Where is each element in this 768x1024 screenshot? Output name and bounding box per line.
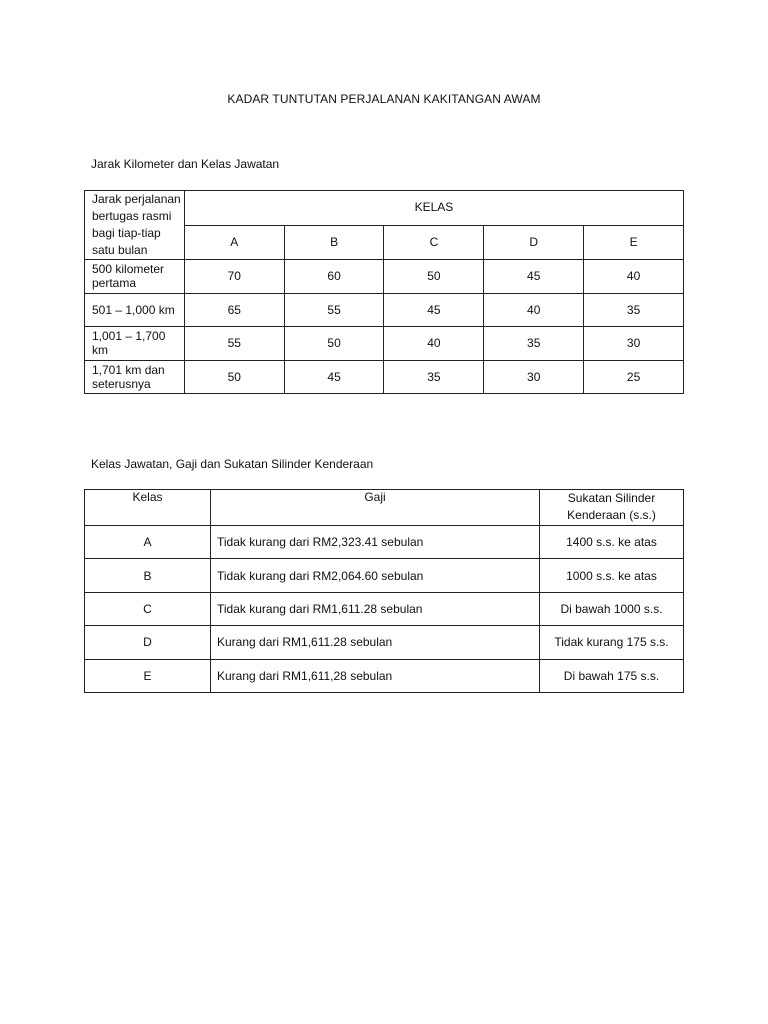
cell-value: 60 xyxy=(284,260,384,294)
table-row xyxy=(85,260,684,294)
cell-kelas: A xyxy=(85,526,211,559)
cell-value: 45 xyxy=(284,360,384,394)
section-heading-jarak-kilometer: Jarak Kilometer dan Kelas Jawatan xyxy=(91,157,280,171)
table-row xyxy=(85,293,684,327)
table-row xyxy=(85,659,684,692)
cell-value: 45 xyxy=(384,293,484,327)
table-row xyxy=(85,626,684,659)
cell-gaji: Kurang dari RM1,611.28 sebulan xyxy=(211,626,540,659)
cell-value: 55 xyxy=(184,327,284,361)
cell-value: 35 xyxy=(584,293,684,327)
header-jarak-perjalanan: Jarak perjalanan bertugas rasmi bagi tiap-tiap satu bulan xyxy=(85,191,185,260)
row-label: 500 kilometer pertama xyxy=(85,260,185,294)
cell-value: 25 xyxy=(584,360,684,394)
table-row xyxy=(85,327,684,361)
cell-value: 45 xyxy=(484,260,584,294)
row-label: 501 – 1,000 km xyxy=(85,293,185,327)
cell-value: 40 xyxy=(384,327,484,361)
row-label: 1,001 – 1,700 km xyxy=(85,327,185,361)
cell-value: 70 xyxy=(184,260,284,294)
row-label: 1,701 km dan seterusnya xyxy=(85,360,185,394)
header-kelas: Kelas xyxy=(85,490,211,526)
cell-value: 40 xyxy=(484,293,584,327)
section-heading-kelas-gaji: Kelas Jawatan, Gaji dan Sukatan Silinder Kenderaan xyxy=(91,457,374,471)
cell-gaji: Tidak kurang dari RM2,064.60 sebulan xyxy=(211,559,540,592)
cell-sukatan: Di bawah 175 s.s. xyxy=(540,659,684,692)
table-kelas-gaji-sukatan xyxy=(84,489,684,693)
table-row xyxy=(85,559,684,592)
table-row xyxy=(85,592,684,625)
cell-value: 30 xyxy=(584,327,684,361)
cell-value: 30 xyxy=(484,360,584,394)
cell-gaji: Tidak kurang dari RM1,611.28 sebulan xyxy=(211,592,540,625)
cell-value: 50 xyxy=(184,360,284,394)
cell-value: 35 xyxy=(384,360,484,394)
cell-value: 35 xyxy=(484,327,584,361)
cell-sukatan: Tidak kurang 175 s.s. xyxy=(540,626,684,659)
cell-value: 50 xyxy=(384,260,484,294)
cell-value: 55 xyxy=(284,293,384,327)
cell-gaji: Kurang dari RM1,611,28 sebulan xyxy=(211,659,540,692)
cell-kelas: B xyxy=(85,559,211,592)
cell-sukatan: 1000 s.s. ke atas xyxy=(540,559,684,592)
header-class-a: A xyxy=(184,225,284,260)
cell-value: 50 xyxy=(284,327,384,361)
header-class-d: D xyxy=(484,225,584,260)
header-sukatan: Sukatan Silinder Kenderaan (s.s.) xyxy=(540,490,684,526)
table-jarak-kelas xyxy=(84,190,684,394)
header-gaji: Gaji xyxy=(211,490,540,526)
cell-kelas: C xyxy=(85,592,211,625)
cell-gaji: Tidak kurang dari RM2,323.41 sebulan xyxy=(211,526,540,559)
cell-kelas: E xyxy=(85,659,211,692)
header-row xyxy=(85,490,684,526)
header-class-b: B xyxy=(284,225,384,260)
header-class-c: C xyxy=(384,225,484,260)
cell-sukatan: 1400 s.s. ke atas xyxy=(540,526,684,559)
cell-value: 65 xyxy=(184,293,284,327)
table-row xyxy=(85,526,684,559)
cell-sukatan: Di bawah 1000 s.s. xyxy=(540,592,684,625)
header-kelas: KELAS xyxy=(184,191,683,226)
cell-value: 40 xyxy=(584,260,684,294)
header-class-e: E xyxy=(584,225,684,260)
table-row xyxy=(85,360,684,394)
document-title: KADAR TUNTUTAN PERJALANAN KAKITANGAN AWAM xyxy=(227,92,541,106)
cell-kelas: D xyxy=(85,626,211,659)
